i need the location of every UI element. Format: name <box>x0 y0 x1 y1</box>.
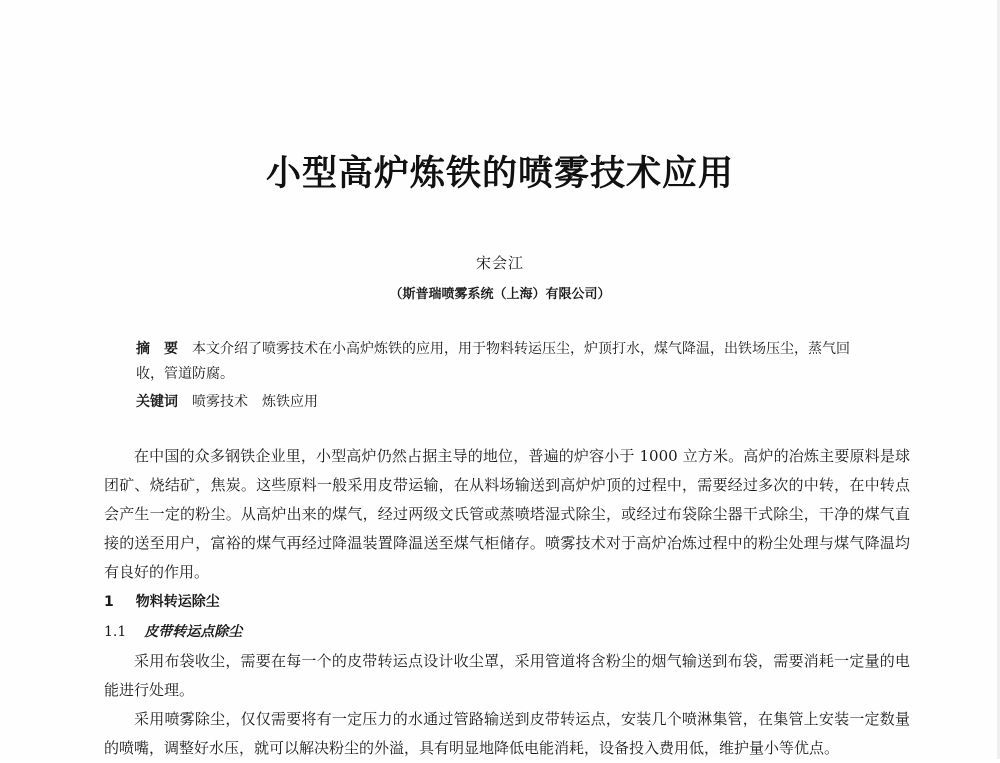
abstract-text: 本文介绍了喷雾技术在小高炉炼铁的应用，用于物料转运压尘，炉顶打水，煤气降温，出铁场压尘，蒸气回收，管道防腐。 <box>136 341 850 382</box>
body-text <box>104 442 910 763</box>
paper-title: 小型高炉炼铁的喷雾技术应用 <box>265 154 734 194</box>
abstract-label: 摘 要 <box>136 341 178 357</box>
abstract <box>136 337 876 387</box>
author-affiliation: （斯普瑞喷雾系统（上海）有限公司） <box>389 287 611 302</box>
section-title: 物料转运除尘 <box>135 594 220 610</box>
keyword-item: 炼铁应用 <box>262 394 318 410</box>
subsection-title: 皮带转运点除尘 <box>144 624 243 640</box>
subsection-heading-1-1 <box>104 617 910 647</box>
keyword-item: 喷雾技术 <box>192 394 248 410</box>
keywords-label: 关键词 <box>136 394 178 410</box>
paragraph: 采用布袋收尘，需要在每一个的皮带转运点设计收尘罩，采用管道将含粉尘的烟气输送到布袋，需要消耗一定量的电能进行处理。 <box>104 652 910 699</box>
author-name: 宋会江 <box>475 254 524 272</box>
keywords <box>136 391 332 411</box>
section-heading-1 <box>104 587 910 617</box>
subsection-number: 1.1 <box>104 624 127 640</box>
intro-paragraph: 在中国的众多钢铁企业里，小型高炉仍然占据主导的地位，普遍的炉容小于 1000 立方米。高炉的冶炼主要原料是球团矿、烧结矿，焦炭。这些原料一般采用皮带运输，在从料场输送到高炉炉顶的过程中，需要经过多次的中转，在中转点会产生一定的粉尘。从高炉出来的煤气，经过两级文氏管或蒸喷塔湿式除尘，或经过布袋除尘器干式除尘，干净的煤气直接的送至用户，富裕的煤气再经过降温装置降温送至煤气柜储存。喷雾技术对于高炉冶炼过程中的粉尘处理与煤气降温均有良好的作用。 <box>104 447 910 581</box>
paragraph: 采用喷雾除尘，仅仅需要将有一定压力的水通过管路输送到皮带转运点，安装几个喷淋集管，在集管上安装一定数量的喷嘴，调整好水压，就可以解决粉尘的外溢，具有明显地降低电能消耗，设备投入费用低，维护量小等优点。 <box>104 710 910 757</box>
section-number: 1 <box>104 594 114 610</box>
